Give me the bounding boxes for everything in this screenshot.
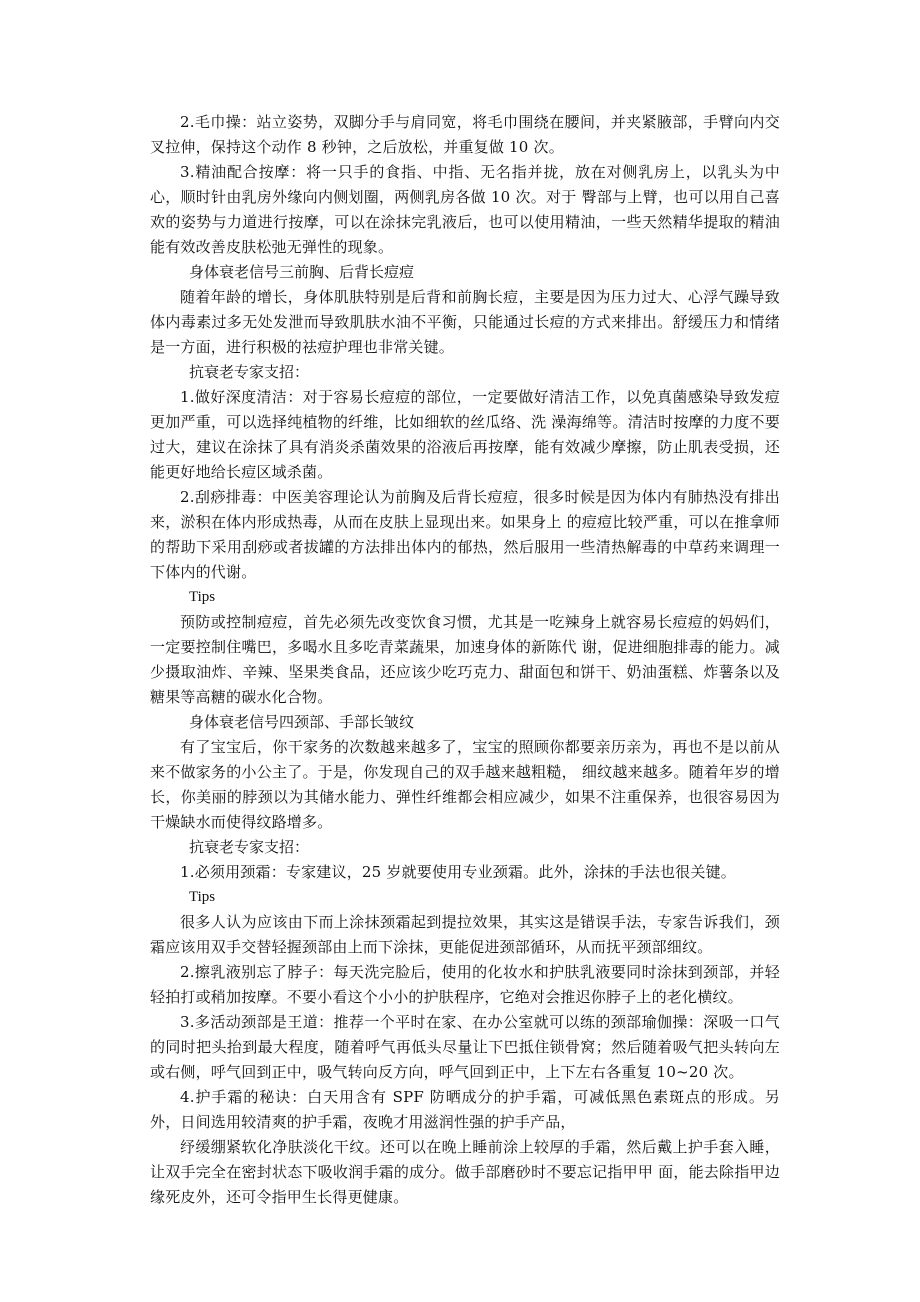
section-heading-signal-four: 身体衰老信号四颈部、手部长皱纹 xyxy=(189,713,415,731)
tips-label: Tips xyxy=(189,589,216,605)
document-body xyxy=(150,110,780,1210)
paragraph-oil-massage: 3.精油配合按摩：将一只手的食指、中指、无名指并拢，放在对侧乳房上，以乳头为中心，顺时针由乳房外缘向内侧划圈，两侧乳房各做 10 次。对于 臀部与上臂，也可以用自己喜欢的姿势与力道进行按摩，可以在涂抹完乳液后，也可以使用精油，一些天然精华提取的精油能有效改善皮肤松弛无弹性的现象。 xyxy=(150,163,780,256)
section-heading-signal-three: 身体衰老信号三前胸、后背长痘痘 xyxy=(189,263,415,281)
paragraph-acne-prevention: 预防或控制痘痘，首先必须先改变饮食习惯，尤其是一吃辣身上就容易长痘痘的妈妈们，一定要控制住嘴巴，多喝水且多吃青菜蔬果，加速身体的新陈代 谢，促进细胞排毒的能力。减少摄取油炸、辛辣、坚果类食品，还应该少吃巧克力、甜面包和饼干、奶油蛋糕、炸薯条以及糖果等高糖的碳水化合物。 xyxy=(150,613,780,706)
expert-tips-heading: 抗衰老专家支招： xyxy=(189,838,310,856)
paragraph-hand-cream-secret: 4.护手霜的秘诀：白天用含有 SPF 防晒成分的护手霜，可减低黑色素斑点的形成。另外，日间选用较清爽的护手霜，夜晚才用滋润性强的护手产品， xyxy=(150,1088,780,1131)
paragraph-hand-care-night: 纾缓绷紧软化净肤淡化干纹。还可以在晚上睡前涂上较厚的手霜，然后戴上护手套入睡，让双手完全在密封状态下吸收润手霜的成分。做手部磨砂时不要忘记指甲甲 面，能去除指甲边缘死皮外，还可令指甲生长得更健康。 xyxy=(150,1138,780,1206)
paragraph-deep-cleansing: 1.做好深度清洁：对于容易长痘痘的部位，一定要做好清洁工作，以免真菌感染导致发痘更加严重，可以选择纯植物的纤维，比如细软的丝瓜络、洗 澡海绵等。清洁时按摩的力度不要过大，建议在涂抹了具有消炎杀菌效果的浴液后再按摩，能有效减少摩擦，防止肌表受损，还能更好地给长痘区域杀菌。 xyxy=(150,388,780,481)
paragraph-neck-cream-technique: 很多人认为应该由下而上涂抹颈霜起到提拉效果，其实这是错误手法，专家告诉我们，颈霜应该用双手交替轻握颈部由上而下涂抹，更能促进颈部循环，从而抚平颈部细纹。 xyxy=(150,913,780,956)
paragraph-lotion-neck: 2.擦乳液别忘了脖子：每天洗完脸后，使用的化妆水和护肤乳液要同时涂抹到颈部，并轻轻拍打或稍加按摩。不要小看这个小小的护肤程序，它绝对会推迟你脖子上的老化横纹。 xyxy=(150,963,780,1006)
paragraph-neck-exercise: 3.多活动颈部是王道：推荐一个平时在家、在办公室就可以练的颈部瑜伽操：深吸一口气的同时把头抬到最大程度，随着呼气再低头尽量让下巴抵住锁骨窝；然后随着吸气把头转向左或右侧，呼气回到正中，吸气转向反方向，呼气回到正中，上下左右各重复 10~20 次。 xyxy=(150,1013,780,1081)
paragraph-neck-cream: 1.必须用颈霜：专家建议，25 岁就要使用专业颈霜。此外，涂抹的手法也很关键。 xyxy=(180,863,736,881)
paragraph-towel-exercise: 2.毛巾操：站立姿势，双脚分手与肩同宽，将毛巾围绕在腰间，并夹紧腋部，手臂向内交叉拉伸，保持这个动作 8 秒钟，之后放松，并重复做 10 次。 xyxy=(150,113,780,156)
paragraph-neck-hand-wrinkles: 有了宝宝后，你干家务的次数越来越多了，宝宝的照顾你都要亲历亲为，再也不是以前从来不做家务的小公主了。于是，你发现自己的双手越来越粗糙， 细纹越来越多。随着年岁的增长，你美丽的脖颈以为其储水能力、弹性纤维都会相应减少，如果不注重保养，也很容易因为干燥缺水而使得纹路增多。 xyxy=(150,738,780,831)
tips-label: Tips xyxy=(189,889,216,905)
expert-tips-heading: 抗衰老专家支招： xyxy=(189,363,310,381)
paragraph-scraping-detox: 2.刮痧排毒：中医美容理论认为前胸及后背长痘痘，很多时候是因为体内有肺热没有排出来，淤积在体内形成热毒，从而在皮肤上显现出来。如果身上 的痘痘比较严重，可以在推拿师的帮助下采用刮痧或者拔罐的方法排出体内的郁热，然后服用一些清热解毒的中草药来调理一下体内的代谢。 xyxy=(150,488,780,581)
paragraph-acne-cause: 随着年龄的增长，身体肌肤特别是后背和前胸长痘，主要是因为压力过大、心浮气躁导致体内毒素过多无处发泄而导致肌肤水油不平衡，只能通过长痘的方式来排出。舒缓压力和情绪是一方面，进行积极的祛痘护理也非常关键。 xyxy=(150,288,780,356)
